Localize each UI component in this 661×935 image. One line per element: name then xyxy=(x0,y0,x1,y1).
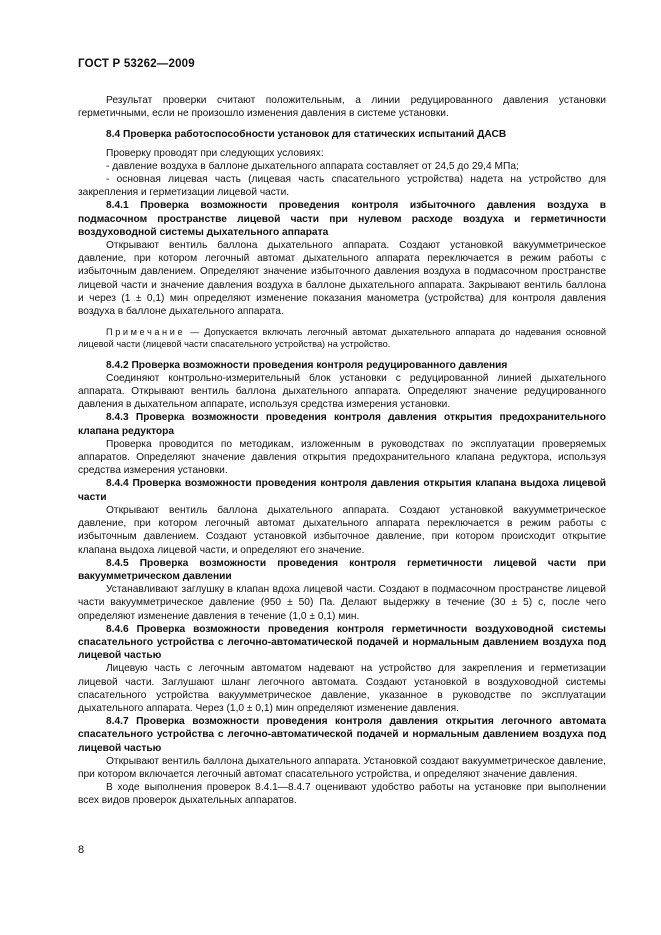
section-heading-8-4-4: 8.4.4 Проверка возможности проведения контроля давления открытия клапана выдоха лицевой части xyxy=(78,478,606,503)
note-dash: — xyxy=(190,327,200,338)
section-heading-8-4-6: 8.4.6 Проверка возможности проведения контроля герметичности воздуховодной системы спасательного устройства с легочно-автоматической подачей и нормальным давлением воздуха под лицевой частью xyxy=(78,623,606,662)
document-body xyxy=(78,94,606,808)
section-heading-8-4-5: 8.4.5 Проверка возможности проведения контроля герметичности лицевой части при вакуумметрическом давлении xyxy=(78,557,606,582)
paragraph-8-4-1-body: Открывают вентиль баллона дыхательного аппарата. Создают установкой вакуумметрическое давление, при котором легочный автомат дыхательного аппарата переключается в режим работы с избыточным давлением. Определяют значение избыточного давления воздуха в подмасочном пространстве лицевой части и значение давления воздуха в баллоне дыхательного аппарата. Закрывают вентиль баллона и через (1 ± 0,1) мин определяют изменение показания манометра (устройства) для контроля давления воздуха в баллоне дыхательного аппарата. xyxy=(78,240,606,318)
paragraph-summary: В ходе выполнения проверок 8.4.1—8.4.7 оценивают удобство работы на установке при выполнении всех видов проверок дыхательных аппаратов. xyxy=(78,782,606,807)
note-label: Примечание xyxy=(106,327,186,338)
page-number: 8 xyxy=(78,844,85,856)
list-item-face-mask: - основная лицевая часть (лицевая часть спасательного устройства) надета на устройство для закрепления и герметизации лицевой части. xyxy=(78,174,606,199)
paragraph-8-4-6-body: Лицевую часть с легочным автоматом надевают на устройство для закрепления и герметизации лицевой части. Заглушают шланг легочного автомата. Создают установкой в воздуховодной системы спасательного устройства вакуумметрическое давление, указанное в руководстве по эксплуатации дыхательного аппарата. Через (1,0 ± 0,1) мин определяют изменение давления. xyxy=(78,663,606,714)
section-heading-8-4-3: 8.4.3 Проверка возможности проведения контроля давления открытия предохранительного клапана редуктора xyxy=(78,412,606,437)
standard-header: ГОСТ Р 53262—2009 xyxy=(78,58,195,70)
paragraph-8-4-3-body: Проверка проводится по методикам, изложенным в руководствах по эксплуатации проверяемых аппаратов. Определяют значение давления открытия предохранительного клапана редуктора, используя средства измерения установки. xyxy=(78,438,606,477)
paragraph-8-4-2-body: Соединяют контрольно-измерительный блок установки с редуцированной линией дыхательного аппарата. Открывают вентиль баллона дыхательного аппарата. Определяют значение редуцированного давления в дыхательном аппарате, используя средства измерения установки. xyxy=(78,372,606,411)
section-heading-8-4-2: 8.4.2 Проверка возможности проведения контроля редуцированного давления xyxy=(106,359,508,371)
section-heading-8-4-7: 8.4.7 Проверка возможности проведения контроля давления открытия легочного автомата спасательного устройства с легочно-автоматической подачей и нормальным давлением воздуха под лицевой частью xyxy=(78,716,606,754)
section-heading-8-4-1: 8.4.1 Проверка возможности проведения контроля избыточного давления воздуха в подмасочном пространстве лицевой части при нулевом расходе воздуха и герметичности воздуховодной системы дыхательного аппарата xyxy=(78,200,606,238)
paragraph-conditions-intro: Проверку проводят при следующих условиях: xyxy=(106,147,324,159)
list-item-pressure: - давление воздуха в баллоне дыхательного аппарата составляет от 24,5 до 29,4 МПа; xyxy=(106,160,519,172)
section-heading-8-4: 8.4 Проверка работоспособности установок для статических испытаний ДАСВ xyxy=(106,129,507,141)
paragraph-8-4-4-body: Открывают вентиль баллона дыхательного аппарата. Создают установкой вакуумметрическое давление, при котором легочный автомат дыхательного аппарата переключается в режим работы с избыточным давлением. Создают установкой избыточное давление, при котором происходит открытие клапана выдоха лицевой части, и определяют его значение. xyxy=(78,504,606,556)
paragraph-result: Результат проверки считают положительным, а линии редуцированного давления установки герметичными, если не произошло изменения давления в системе установки. xyxy=(78,95,606,120)
note xyxy=(78,326,606,350)
paragraph-8-4-7-body: Открывают вентиль баллона дыхательного аппарата. Установкой создают вакуумметрическое давление, при котором включается легочный автомат спасательного устройства, и определяют значение давления. xyxy=(78,755,606,780)
paragraph-8-4-5-body: Устанавливают заглушку в клапан вдоха лицевой части. Создают в подмасочном пространстве лицевой части вакуумметрическое давление (950 ± 50) Па. Делают выдержку в течение (30 ± 5) с, после чего определяют изменение давления в течение (1,0 ± 0,1) мин. xyxy=(78,584,606,622)
note-text: Допускается включать легочный автомат дыхательного аппарата до надевания основной лицевой части (лицевой части спасательного устройства) на устройство. xyxy=(78,327,606,350)
